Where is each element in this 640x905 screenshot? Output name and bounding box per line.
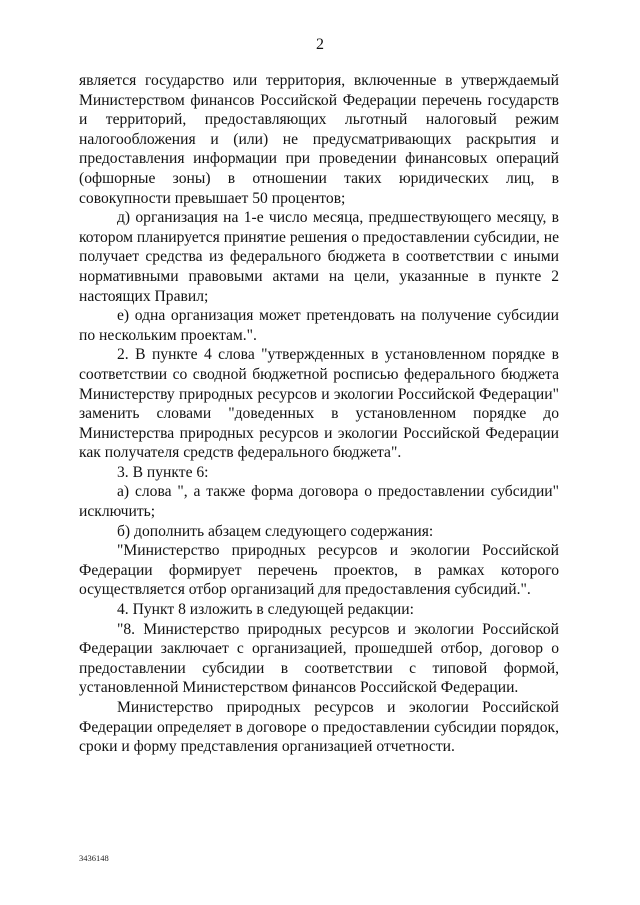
paragraph-ministry-defines: Министерство природных ресурсов и экологии Российской Федерации определяет в договоре о предоставлении субсидии порядок, сроки и форму представления организацией отчетности. bbox=[79, 699, 559, 756]
paragraph-item-a: а) слова ", а также форма договора о предоставлении субсидии" исключить; bbox=[79, 483, 559, 521]
paragraph-quoted-point-8: "8. Министерство природных ресурсов и экологии Российской Федерации заключает с организацией, прошедшей отбор, договор о предоставлении субсидии в соответствии с типовой формой, установленной Министерством финансов Российской Федерации. bbox=[79, 620, 559, 697]
paragraph-quoted-ministry: "Министерство природных ресурсов и экологии Российской Федерации формирует перечень проектов, в рамках которого осуществляется отбор организаций для предоставления субсидий.". bbox=[79, 542, 559, 599]
page-number: 2 bbox=[316, 36, 324, 53]
paragraph-continuation: является государство или территория, включенные в утверждаемый Министерством финансов Российской Федерации перечень государств и территорий, предоставляющих льготный налоговый режим налогообложения и (или) не предусматривающих раскрытия и предоставления информации при проведении финансовых операций (офшорные зоны) в отношении таких юридических лиц, в совокупности превышает 50 процентов; bbox=[79, 72, 559, 207]
paragraph-item-d: д) организация на 1-е число месяца, предшествующего месяцу, в котором планируется принятие решения о предоставлении субсидии, не получает средства из федерального бюджета в соответствии с иными нормативными правовыми актами на цели, указанные в пункте 2 настоящих Правил; bbox=[79, 209, 559, 305]
paragraph-point-2: 2. В пункте 4 слова "утвержденных в установленном порядке в соответствии со сводной бюджетной росписью федерального бюджета Министерству природных ресурсов и экологии Российской Федерации" заменить словами "доведенных в установленном порядке до Министерства природных ресурсов и экологии Российской Федерации как получателя средств федерального бюджета". bbox=[79, 346, 559, 462]
paragraph-point-3: 3. В пункте 6: bbox=[117, 463, 209, 481]
paragraph-item-e: е) одна организация может претендовать на получение субсидии по нескольким проектам.". bbox=[79, 307, 559, 344]
document-body bbox=[79, 71, 559, 757]
paragraph-item-b: б) дополнить абзацем следующего содержания: bbox=[117, 522, 434, 540]
paragraph-point-4: 4. Пункт 8 изложить в следующей редакции: bbox=[117, 601, 414, 619]
document-code: 3436148 bbox=[79, 853, 109, 863]
